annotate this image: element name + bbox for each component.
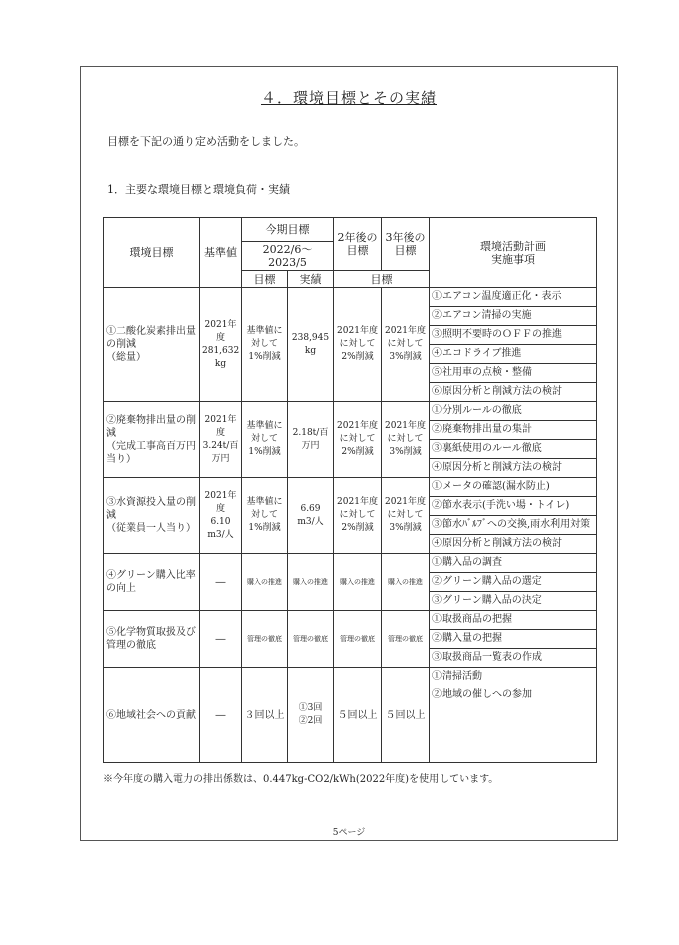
plan-item: ⑤社用車の点検・整備 xyxy=(430,364,596,383)
header-target: 環境目標 xyxy=(104,218,200,288)
header-goal: 目標 xyxy=(242,271,288,288)
header-actual: 実績 xyxy=(288,271,334,288)
row-actual: 管理の徹底 xyxy=(288,611,334,668)
row-after-3-years: 2021年度 に対して 3%削減 xyxy=(382,402,430,478)
row-goal: 購入の推進 xyxy=(242,554,288,611)
header-current-period: 今期目標 xyxy=(242,218,334,242)
plan-item: ②エアコン清掃の実施 xyxy=(430,307,596,326)
table-row xyxy=(104,402,597,478)
row-after-2-years: 2021年度 に対して 2%削減 xyxy=(334,288,382,402)
row-after-3-years: ５回以上 xyxy=(382,668,430,763)
header-after-2-years: 2年後の目標 xyxy=(334,218,382,271)
row-after-2-years: 購入の推進 xyxy=(334,554,382,611)
plan-item: ②グリーン購入品の選定 xyxy=(430,573,596,592)
row-actual: 2.18t/百 万円 xyxy=(288,402,334,478)
plan-item: ①清掃活動 xyxy=(432,671,482,682)
header-period-range: 2022/6～2023/5 xyxy=(242,242,334,271)
row-plan xyxy=(430,554,597,611)
plan-item xyxy=(430,740,596,758)
row-actual: 238,945 kg xyxy=(288,288,334,402)
row-after-3-years: 購入の推進 xyxy=(382,554,430,611)
plan-item: ②節水表示(手洗い場・トイレ) xyxy=(430,497,596,516)
row-target: ③水資源投入量の削減 （従業員一人当り） xyxy=(104,478,200,554)
page-title xyxy=(81,87,617,108)
row-target: ④グリーン購入比率の向上 xyxy=(104,554,200,611)
row-goal: 基準値に 対して 1%削減 xyxy=(242,478,288,554)
plan-item: ①分別ルールの徹底 xyxy=(430,402,596,421)
row-after-3-years: 管理の徹底 xyxy=(382,611,430,668)
page-title-text: ４．環境目標とその実績 xyxy=(260,89,437,107)
document-page xyxy=(80,66,618,841)
row-baseline: 2021年度 6.10 m3/人 xyxy=(200,478,242,554)
row-target: ①二酸化炭素排出量の削減 （総量） xyxy=(104,288,200,402)
row-goal: ３回以上 xyxy=(242,668,288,763)
row-baseline: ― xyxy=(200,611,242,668)
row-target: ⑥地域社会への貢献 xyxy=(104,668,200,763)
header-plan: 環境活動計画 実施事項 xyxy=(430,218,597,288)
plan-item: ③グリーン購入品の決定 xyxy=(432,595,542,606)
row-actual: 購入の推進 xyxy=(288,554,334,611)
table-row xyxy=(104,288,597,402)
plan-item xyxy=(430,722,596,740)
environmental-targets-table xyxy=(103,217,597,763)
row-baseline: 2021年度 281,632 kg xyxy=(200,288,242,402)
row-plan xyxy=(430,611,597,668)
row-after-3-years: 2021年度 に対して 3%削減 xyxy=(382,478,430,554)
row-target: ②廃棄物排出量の削減 （完成工事高百万円当り） xyxy=(104,402,200,478)
plan-item: ③取扱商品一覧表の作成 xyxy=(432,652,542,663)
plan-item: ③節水ﾊﾞﾙﾌﾞへの交換,雨水利用対策 xyxy=(430,516,596,535)
header-after-3-years: 3年後の目標 xyxy=(382,218,430,271)
row-plan xyxy=(430,402,597,478)
plan-item: ④原因分析と削減方法の検討 xyxy=(432,462,562,473)
intro-text: 目標を下記の通り定め活動をしました。 xyxy=(107,135,305,148)
plan-item: ③照明不要時のＯＦＦの推進 xyxy=(430,326,596,345)
plan-item: ②廃棄物排出量の集計 xyxy=(430,421,596,440)
row-after-2-years: 2021年度 に対して 2%削減 xyxy=(334,402,382,478)
row-after-2-years: 2021年度 に対して 2%削減 xyxy=(334,478,382,554)
table-row xyxy=(104,668,597,763)
header-future-goal: 目標 xyxy=(334,271,430,288)
page-number: 5ページ xyxy=(332,828,366,838)
table-row xyxy=(104,611,597,668)
plan-item: ②購入量の把握 xyxy=(430,630,596,649)
row-actual: ①3回 ②2回 xyxy=(288,668,334,763)
row-goal: 基準値に 対して 1%削減 xyxy=(242,288,288,402)
row-goal: 基準値に 対して 1%削減 xyxy=(242,402,288,478)
plan-item: ①メータの確認(漏水防止) xyxy=(430,478,596,497)
plan-item: ①購入品の調査 xyxy=(430,554,596,573)
row-after-2-years: ５回以上 xyxy=(334,668,382,763)
plan-item: ⑥原因分析と削減方法の検討 xyxy=(432,386,562,397)
footnote: ※今年度の購入電力の排出係数は、0.447kg-CO2/kWh(2022年度)を使用しています。 xyxy=(103,774,499,785)
plan-item: ④原因分析と削減方法の検討 xyxy=(432,538,562,549)
table-row xyxy=(104,478,597,554)
row-after-2-years: 管理の徹底 xyxy=(334,611,382,668)
row-plan xyxy=(430,668,597,763)
section-heading: 1．主要な環境目標と環境負荷・実績 xyxy=(107,183,290,196)
row-baseline: ― xyxy=(200,668,242,763)
plan-item: ①取扱商品の把握 xyxy=(430,611,596,630)
plan-item xyxy=(430,704,596,722)
row-goal: 管理の徹底 xyxy=(242,611,288,668)
plan-item: ②地域の催しへの参加 xyxy=(432,689,532,700)
plan-item: ④エコドライブ推進 xyxy=(430,345,596,364)
plan-item: ①エアコン温度適正化・表示 xyxy=(430,288,596,307)
row-baseline: 2021年度 3.24t/百 万円 xyxy=(200,402,242,478)
row-baseline: ― xyxy=(200,554,242,611)
header-baseline: 基準値 xyxy=(200,218,242,288)
row-plan xyxy=(430,478,597,554)
table-row xyxy=(104,554,597,611)
plan-item: ③裏紙使用のルール徹底 xyxy=(430,440,596,459)
table-body xyxy=(104,288,597,763)
row-actual: 6.69 m3/人 xyxy=(288,478,334,554)
row-after-3-years: 2021年度 に対して 3%削減 xyxy=(382,288,430,402)
row-target: ⑤化学物質取扱及び管理の徹底 xyxy=(104,611,200,668)
row-plan xyxy=(430,288,597,402)
